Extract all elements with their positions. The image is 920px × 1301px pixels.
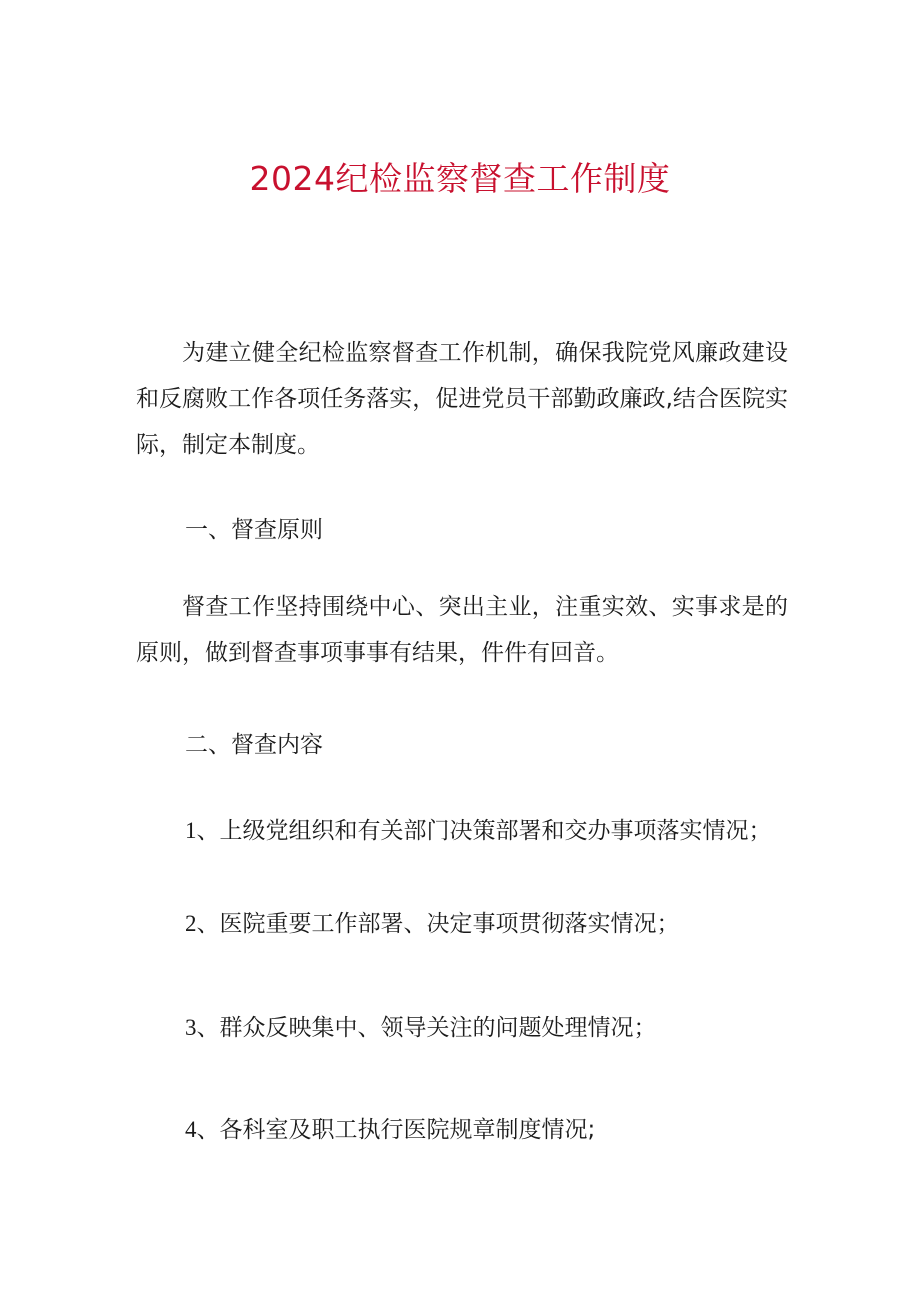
section-heading-principles: 一、督查原则 <box>185 517 323 543</box>
list-item-number: 4 <box>185 1117 197 1142</box>
list-item-text: 、医院重要工作部署、决定事项贯彻落实情况； <box>196 911 680 937</box>
list-item-text: 、上级党组织和有关部门决策部署和交办事项落实情况； <box>196 818 772 844</box>
intro-paragraph: 为建立健全纪检监察督查工作机制，确保我院党风廉政建设和反腐败工作各项任务落实，促进党员干部勤政廉政,结合医院实际，制定本制度。 <box>136 340 788 458</box>
list-item-number: 1 <box>185 818 197 843</box>
document-title: 2024纪检监察督查工作制度 <box>249 159 671 198</box>
list-item <box>185 1005 657 1051</box>
list-item <box>185 808 772 854</box>
list-item <box>185 1107 595 1153</box>
list-item-number: 3 <box>185 1015 197 1040</box>
list-item <box>185 901 680 947</box>
principles-paragraph: 督查工作坚持围绕中心、突出主业，注重实效、实事求是的原则，做到督查事项事事有结果，件件有回音。 <box>136 594 788 666</box>
list-item-number: 2 <box>185 911 197 936</box>
list-item-text: 、群众反映集中、领导关注的问题处理情况； <box>196 1015 657 1041</box>
section-heading-content: 二、督查内容 <box>185 732 323 758</box>
list-item-text: 、各科室及职工执行医院规章制度情况; <box>196 1117 596 1143</box>
